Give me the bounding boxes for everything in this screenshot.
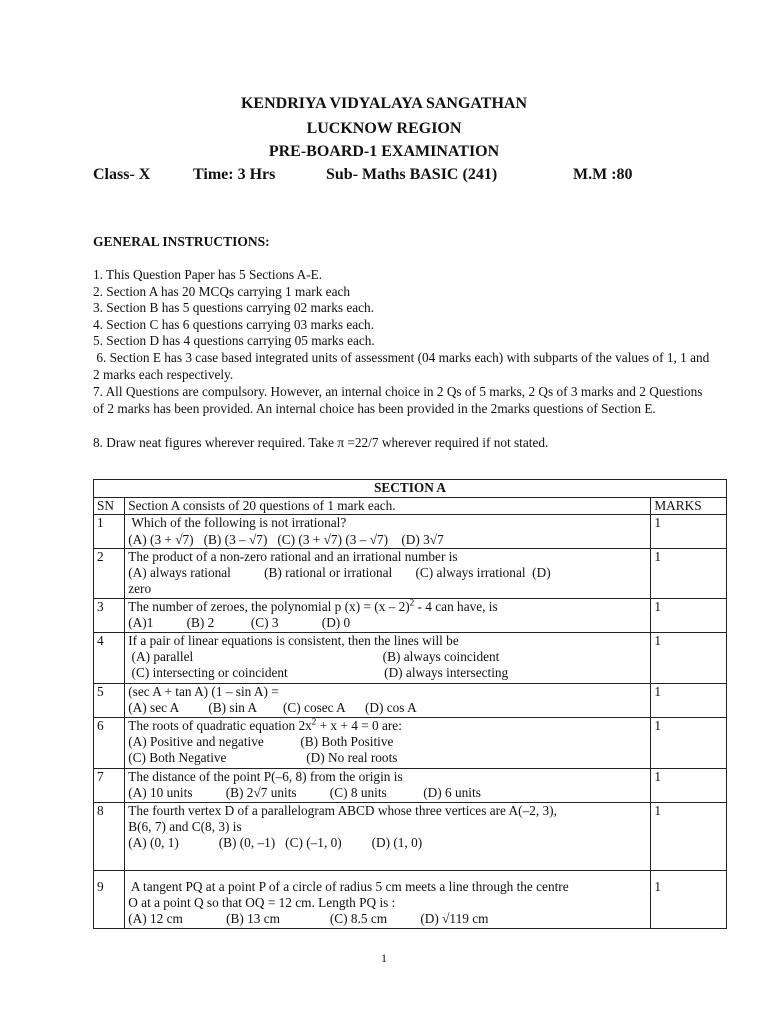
question-options: (A) 10 units (B) 2√7 units (C) 8 units (D) 6 units (128, 785, 481, 801)
table-row (94, 598, 727, 632)
question-sn: 3 (94, 598, 125, 632)
table-row (94, 802, 727, 870)
question-text: A tangent PQ at a point P of a circle of radius 5 cm meets a line through the centre (128, 878, 569, 894)
question-text (128, 599, 647, 615)
header-time: Time: 3 Hrs (193, 166, 276, 183)
question-cell (125, 802, 651, 870)
question-marks: 1 (651, 632, 727, 683)
exponent: 2 (311, 716, 317, 727)
instruction-item: 6. Section E has 3 case based integrated units of assessment (04 marks each) with subparts of the values of 1, 1 and 2 marks each respectively. (93, 350, 713, 382)
question-cell (125, 768, 651, 802)
question-marks: 1 (651, 870, 727, 928)
question-options: (A)1 (B) 2 (C) 3 (D) 0 (128, 615, 351, 631)
question-text-part: The roots of quadratic equation 2x (128, 717, 312, 733)
header-subject: Sub- Maths BASIC (241) (326, 166, 498, 183)
header-class: Class- X (93, 166, 151, 183)
table-row (94, 548, 727, 598)
instruction-item: 5. Section D has 4 questions carrying 05 marks each. (93, 333, 375, 348)
question-options-continued: (C) intersecting or coincident (D) always intersecting (128, 665, 509, 681)
question-text-part: + x + 4 = 0 are: (316, 717, 402, 733)
instruction-item: 1. This Question Paper has 5 Sections A-E. (93, 267, 323, 282)
question-sn: 9 (94, 870, 125, 928)
question-options: (A) (0, 1) (B) (0, –1) (C) (–1, 0) (D) (1, 0) (128, 835, 423, 851)
question-options-continued: zero (128, 581, 152, 597)
question-text: The product of a non-zero rational and an irrational number is (128, 548, 458, 564)
question-sn: 5 (94, 683, 125, 717)
instruction-item: 4. Section C has 6 questions carrying 03 marks each. (93, 317, 375, 332)
table-row (94, 683, 727, 717)
question-options: (A) always rational (B) rational or irrational (C) always irrational (D) (128, 565, 551, 581)
question-text-continued: O at a point Q so that OQ = 12 cm. Length PQ is : (128, 895, 396, 911)
column-header-sn: SN (94, 498, 125, 515)
instruction-item: 8. Draw neat figures wherever required. Take π =22/7 wherever required if not stated. (93, 435, 549, 450)
question-options: (A) parallel (B) always coincident (128, 649, 500, 665)
header-title-organisation: KENDRIYA VIDYALAYA SANGATHAN (240, 95, 527, 112)
section-title: SECTION A (94, 480, 727, 498)
section-title-row (94, 480, 727, 498)
question-text: The distance of the point P(–6, 8) from the origin is (128, 768, 403, 784)
table-row (94, 768, 727, 802)
question-options: (A) Positive and negative (B) Both Positive (128, 734, 394, 750)
table-row (94, 515, 727, 549)
question-table (93, 479, 727, 929)
exponent: 2 (409, 597, 415, 608)
question-options: (A) (3 + √7) (B) (3 – √7) (C) (3 + √7) (3 – √7) (D) 3√7 (128, 531, 444, 547)
question-text: If a pair of linear equations is consistent, then the lines will be (128, 632, 459, 648)
instruction-item: 2. Section A has 20 MCQs carrying 1 mark each (93, 284, 351, 299)
question-cell (125, 632, 651, 683)
question-text: (sec A + tan A) (1 – sin A) = (128, 683, 279, 699)
question-marks: 1 (651, 768, 727, 802)
question-sn: 8 (94, 802, 125, 870)
question-cell (125, 717, 651, 768)
question-text: Which of the following is not irrational? (128, 515, 347, 531)
instructions-heading: GENERAL INSTRUCTIONS: (93, 234, 270, 249)
question-cell (125, 548, 651, 598)
question-options: (A) 12 cm (B) 13 cm (C) 8.5 cm (D) √119 cm (128, 911, 489, 927)
question-marks: 1 (651, 802, 727, 870)
instruction-item: 3. Section B has 5 questions carrying 02 marks each. (93, 300, 375, 315)
header-title-exam: PRE-BOARD-1 EXAMINATION (268, 143, 500, 160)
question-cell (125, 683, 651, 717)
column-header-marks: MARKS (651, 498, 727, 515)
table-row (94, 870, 727, 928)
header-max-marks: M.M :80 (573, 166, 633, 183)
question-sn: 1 (94, 515, 125, 549)
question-text-part: - 4 can have, is (414, 598, 498, 614)
question-text-part: The number of zeroes, the polynomial p (x) = (x – 2) (128, 598, 410, 614)
question-marks: 1 (651, 598, 727, 632)
question-marks: 1 (651, 683, 727, 717)
column-header-description: Section A consists of 20 questions of 1 mark each. (125, 498, 651, 515)
question-marks: 1 (651, 717, 727, 768)
instruction-item: 7. All Questions are compulsory. However, an internal choice in 2 Qs of 5 marks, 2 Qs of 3 marks and 2 Questions of 2 marks has been provided. An internal choice has been provided in the 2marks questions of Section E. (93, 384, 703, 416)
question-sn: 4 (94, 632, 125, 683)
question-sn: 2 (94, 548, 125, 598)
table-row (94, 717, 727, 768)
question-sn: 7 (94, 768, 125, 802)
page-number: 1 (381, 951, 387, 965)
question-cell (125, 515, 651, 549)
question-marks: 1 (651, 548, 727, 598)
question-text: The fourth vertex D of a parallelogram ABCD whose three vertices are A(–2, 3), (128, 802, 557, 818)
table-header-row (94, 498, 727, 515)
question-text-continued: B(6, 7) and C(8, 3) is (128, 819, 242, 835)
question-marks: 1 (651, 515, 727, 549)
question-sn: 6 (94, 717, 125, 768)
question-cell (125, 598, 651, 632)
question-options: (A) sec A (B) sin A (C) cosec A (D) cos A (128, 700, 417, 716)
header-title-region: LUCKNOW REGION (306, 120, 462, 137)
question-text (128, 718, 647, 734)
question-options-continued: (C) Both Negative (D) No real roots (128, 750, 398, 766)
question-cell (125, 870, 651, 928)
table-row (94, 632, 727, 683)
